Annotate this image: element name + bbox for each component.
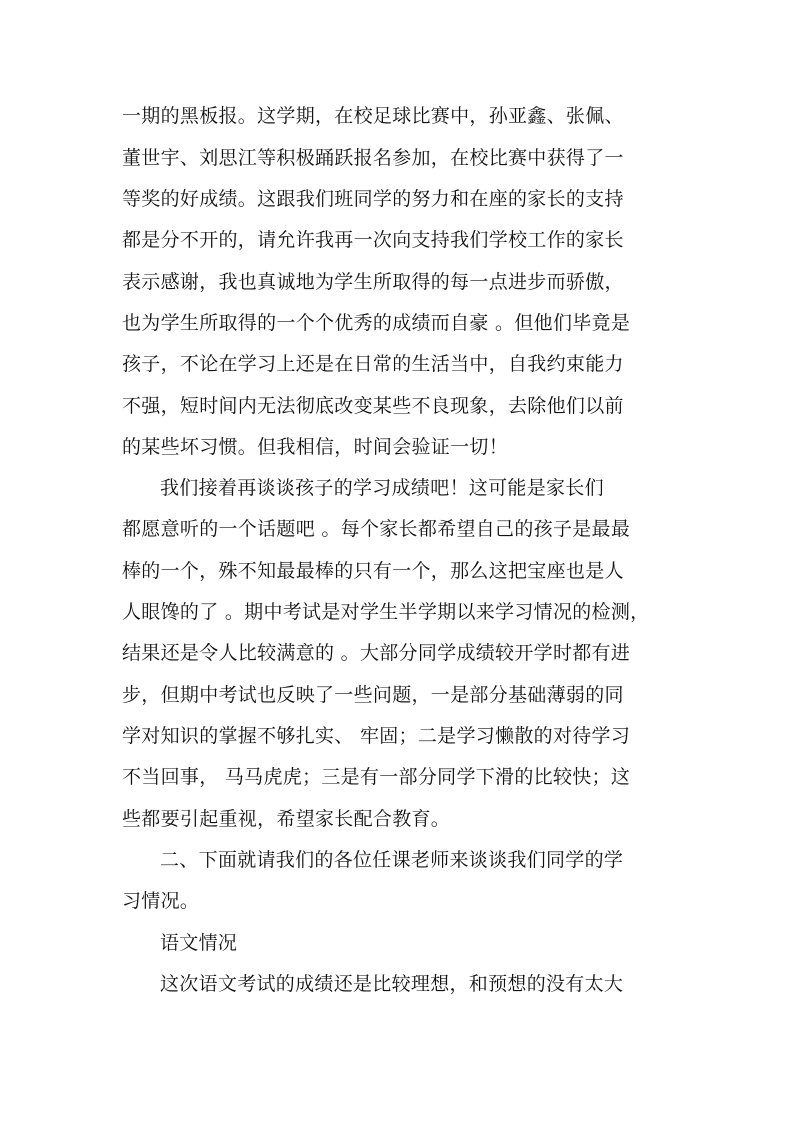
text-line: 不当回事， 马马虎虎；三是有一部分同学下滑的比较快；这 xyxy=(122,766,631,788)
text-line: 表示感谢，我也真诚地为学生所取得的每一点进步而骄傲， xyxy=(122,271,624,293)
text-line: 都愿意听的一个话题吧 。每个家长都希望自己的孩子是最最 xyxy=(122,518,631,540)
subsection-heading: 语文情况 xyxy=(160,932,238,954)
text-line: 一期的黑板报。这学期，在校足球比赛中，孙亚鑫、张佩、 xyxy=(122,105,624,127)
text-line: 的某些坏习惯。但我相信，时间会验证一切！ xyxy=(122,436,509,458)
text-line: 人眼馋的了 。期中考试是对学生半学期以来学习情况的检测， xyxy=(122,601,650,623)
paragraph-first-line: 我们接着再谈谈孩子的学习成绩吧！这可能是家长们 xyxy=(160,477,604,499)
text-line: 都是分不开的，请允许我再一次向支持我们学校工作的家长 xyxy=(122,229,624,251)
text-line: 孩子，不论在学习上还是在日常的生活当中，自我约束能力 xyxy=(122,353,624,375)
text-line: 也为学生所取得的一个个优秀的成绩而自豪 。但他们毕竟是 xyxy=(122,312,631,334)
text-line: 董世宇、刘思江等积极踊跃报名参加，在校比赛中获得了一 xyxy=(122,147,624,169)
paragraph-first-line: 这次语文考试的成绩还是比较理想，和预想的没有太大 xyxy=(160,973,624,995)
section-heading-line: 二、下面就请我们的各位任课老师来谈谈我们同学的学 xyxy=(160,849,624,871)
text-line: 学对知识的掌握不够扎实、 牢固；二是学习懒散的对待学习 xyxy=(122,725,631,747)
text-line: 结果还是令人比较满意的 。大部分同学成绩较开学时都有进 xyxy=(122,642,631,664)
text-line: 习情况。 xyxy=(122,890,200,912)
text-line: 步，但期中考试也反映了一些问题，一是部分基础薄弱的同 xyxy=(122,684,624,706)
text-line: 等奖的好成绩。这跟我们班同学的努力和在座的家长的支持 xyxy=(122,188,624,210)
text-line: 些都要引起重视，希望家长配合教育。 xyxy=(122,808,451,830)
text-line: 不强，短时间内无法彻底改变某些不良现象，去除他们以前 xyxy=(122,395,624,417)
text-line: 棒的一个，殊不知最最棒的只有一个，那么这把宝座也是人 xyxy=(122,560,624,582)
